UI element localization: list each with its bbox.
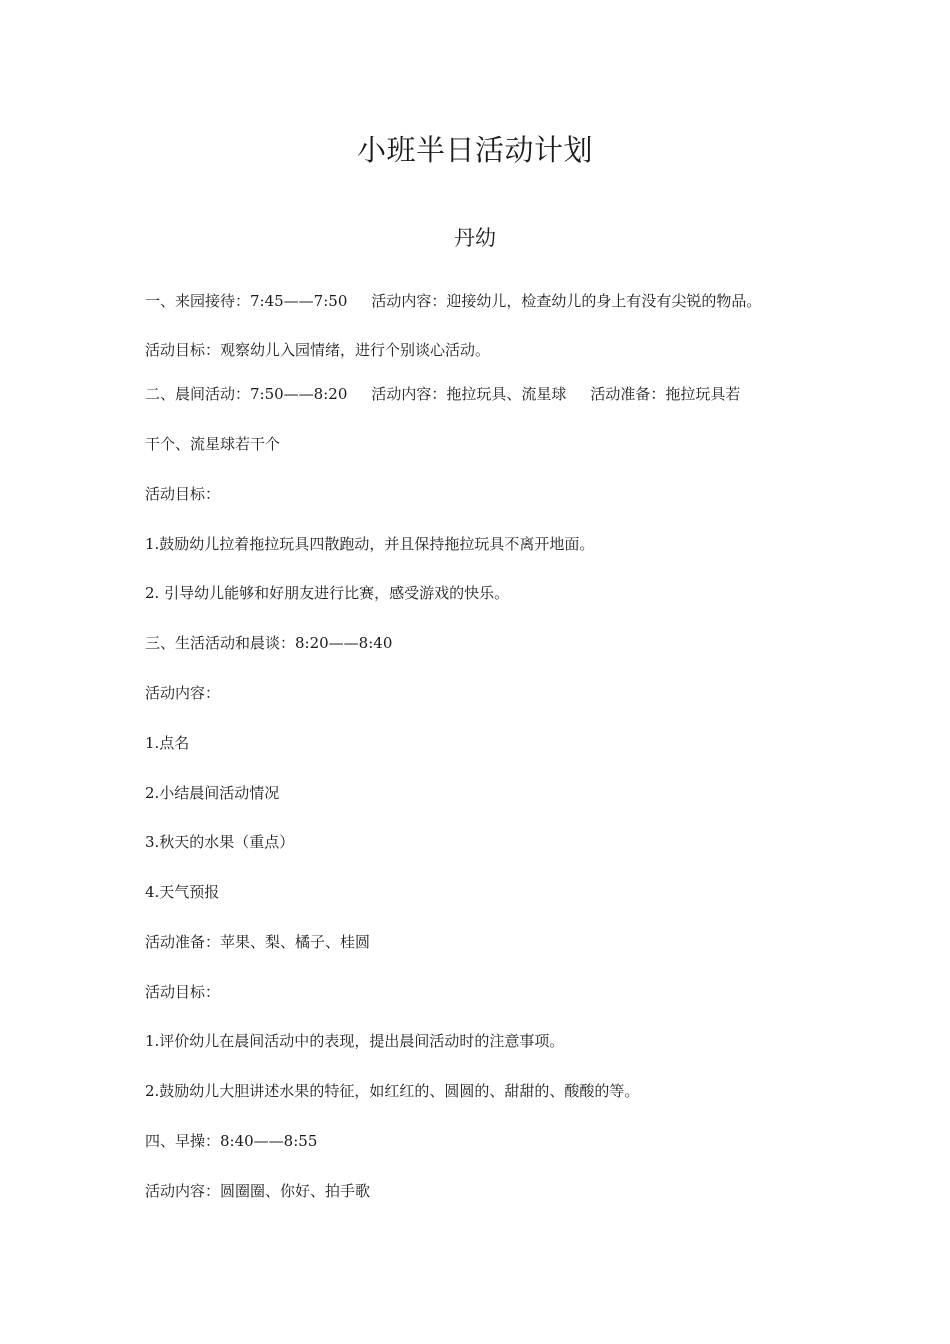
document-title: 小班半日活动计划 xyxy=(356,133,593,167)
text-line xyxy=(145,881,219,903)
line-segment: 活动内容：迎接幼儿，检查幼儿的身上有没有尖锐的物品。 xyxy=(371,292,762,310)
text-line xyxy=(145,582,509,604)
text-line xyxy=(145,931,370,953)
text-line xyxy=(145,383,740,405)
line-segment: 4.天气预报 xyxy=(145,883,220,901)
line-segment: 活动内容：拖拉玩具、流星球 xyxy=(371,385,567,403)
line-segment: 2.鼓励幼儿大胆讲述水果的特征，如红红的、圆圆的、甜甜的、酸酸的等。 xyxy=(145,1082,640,1100)
line-segment: 活动内容： xyxy=(145,684,221,702)
text-line xyxy=(145,1130,317,1152)
text-line xyxy=(145,1180,370,1202)
line-segment: 活动准备：苹果、梨、橘子、桂圆 xyxy=(145,933,371,951)
line-segment: 1.鼓励幼儿拉着拖拉玩具四散跑动，并且保持拖拉玩具不离开地面。 xyxy=(145,535,595,553)
line-segment: 活动准备：拖拉玩具若 xyxy=(590,385,741,403)
text-line xyxy=(145,732,189,754)
line-segment: 三、生活活动和晨谈：8:20——8:40 xyxy=(145,634,393,652)
text-line xyxy=(145,682,220,704)
line-segment: 活动目标： xyxy=(145,983,221,1001)
document-author: 丹幼 xyxy=(454,226,496,250)
text-line xyxy=(145,433,280,455)
line-segment: 活动目标：观察幼儿入园情绪，进行个别谈心活动。 xyxy=(145,341,491,359)
line-segment: 1.点名 xyxy=(145,734,190,752)
line-segment: 四、早操：8:40——8:55 xyxy=(145,1132,318,1150)
text-line xyxy=(145,533,594,555)
line-segment: 干个、流星球若干个 xyxy=(145,435,281,453)
text-line xyxy=(145,782,279,804)
text-line xyxy=(145,831,294,853)
text-line xyxy=(145,981,220,1003)
text-line xyxy=(145,290,761,312)
line-segment: 一、来园接待：7:45——7:50 xyxy=(145,292,348,310)
line-segment: 活动目标： xyxy=(145,485,221,503)
line-segment: 2.小结晨间活动情况 xyxy=(145,784,280,802)
text-line xyxy=(145,483,220,505)
line-segment: 活动内容：圆圈圈、你好、拍手歌 xyxy=(145,1182,371,1200)
text-line xyxy=(145,1030,564,1052)
line-segment: 二、晨间活动：7:50——8:20 xyxy=(145,385,348,403)
line-segment: 2. 引导幼儿能够和好朋友进行比赛，感受游戏的快乐。 xyxy=(145,584,510,602)
text-line xyxy=(145,632,392,654)
line-segment: 3.秋天的水果（重点） xyxy=(145,833,295,851)
text-line xyxy=(145,339,490,361)
text-line xyxy=(145,1080,639,1102)
line-segment: 1.评价幼儿在晨间活动中的表现，提出晨间活动时的注意事项。 xyxy=(145,1032,565,1050)
